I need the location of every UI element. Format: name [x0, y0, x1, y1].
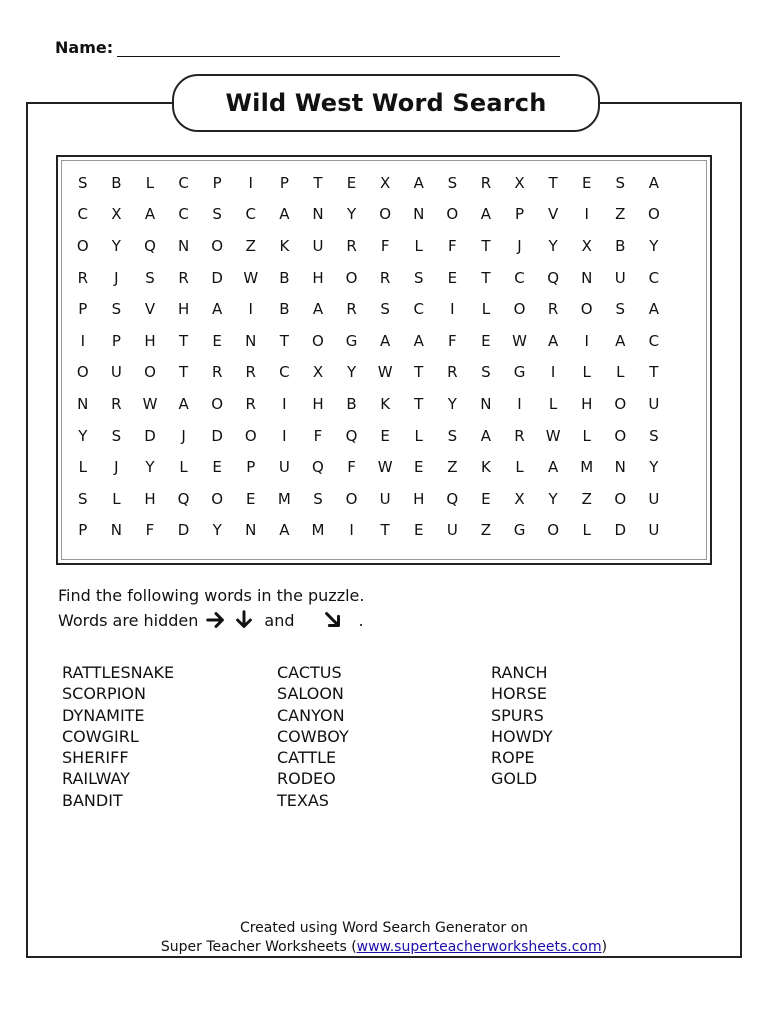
grid-cell: I — [248, 300, 253, 319]
grid-cell: E — [212, 458, 222, 477]
grid-cell: H — [312, 394, 324, 413]
grid-cell: F — [448, 236, 457, 255]
grid-cell: Z — [480, 521, 492, 540]
grid-cell: W — [377, 458, 393, 477]
grid-cell: Y — [212, 521, 222, 540]
grid-cell: O — [312, 331, 324, 350]
grid-cell: T — [414, 363, 424, 382]
grid-cell: I — [450, 300, 455, 319]
grid-cell: U — [614, 268, 626, 287]
grid-cell: T — [548, 173, 558, 192]
grid-cell: O — [345, 268, 358, 287]
grid-cell: E — [212, 331, 222, 350]
grid-cell: I — [584, 205, 589, 224]
word-list-column-2 — [277, 662, 349, 811]
grid-cell: H — [177, 300, 190, 319]
grid-cell: A — [380, 331, 391, 350]
grid-cell: K — [481, 458, 491, 477]
grid-cell: H — [144, 489, 156, 508]
grid-cell: Y — [548, 236, 558, 255]
grid-cell: L — [616, 363, 625, 382]
instructions-line-2 — [58, 608, 364, 632]
word-list-item: GOLD — [491, 769, 538, 789]
grid-cell: H — [312, 268, 324, 287]
grid-cell: V — [144, 300, 156, 319]
grid-cell: N — [480, 394, 492, 413]
grid-cell: H — [413, 489, 425, 508]
grid-cell: E — [581, 173, 592, 192]
name-label: Name: — [55, 38, 114, 57]
word-list-item: HOWDY — [491, 726, 553, 746]
grid-cell: S — [615, 173, 626, 192]
grid-cell: R — [346, 236, 357, 255]
grid-cell: C — [648, 268, 660, 287]
grid-cell: O — [446, 205, 459, 224]
grid-cell: Y — [111, 236, 121, 255]
grid-cell: A — [648, 173, 660, 192]
word-list-item: SCORPION — [62, 684, 146, 704]
grid-cell: E — [447, 268, 458, 287]
grid-cell: T — [380, 521, 390, 540]
grid-cell: Y — [78, 426, 88, 445]
grid-cell: R — [547, 300, 559, 319]
grid-cell: Z — [581, 489, 592, 508]
grid-cell: F — [145, 521, 155, 540]
grid-cell: J — [181, 426, 186, 445]
footer-suffix: ) — [601, 939, 608, 955]
grid-cell: B — [111, 173, 122, 192]
grid-cell: U — [379, 489, 391, 508]
grid-cell: R — [211, 363, 223, 382]
grid-cell: I — [248, 173, 253, 192]
grid-cell: I — [282, 394, 287, 413]
grid-cell: Q — [144, 236, 156, 255]
grid-cell: I — [282, 426, 287, 445]
grid-cell: S — [78, 173, 88, 192]
grid-cell: Y — [145, 458, 155, 477]
grid-cell: F — [313, 426, 323, 445]
arrow-down-icon — [232, 608, 256, 632]
grid-cell: E — [413, 521, 424, 540]
grid-cell: X — [514, 489, 525, 508]
grid-cell: T — [313, 173, 323, 192]
arrow-down-right-icon — [321, 608, 345, 632]
word-list-item: TEXAS — [277, 790, 329, 810]
grid-cell: R — [447, 363, 458, 382]
grid-cell: I — [550, 363, 556, 382]
grid-cell: J — [114, 268, 119, 287]
grid-cell: X — [380, 173, 391, 192]
grid-cell: A — [312, 300, 324, 319]
grid-cell: X — [111, 205, 122, 224]
grid-cell: B — [615, 236, 626, 255]
grid-cell: U — [648, 394, 660, 413]
grid-cell: A — [413, 173, 424, 192]
grid-cell: D — [614, 521, 627, 540]
grid-cell: R — [379, 268, 391, 287]
grid-cell: N — [245, 521, 257, 540]
grid-cell: O — [345, 489, 358, 508]
grid-cell: L — [481, 300, 491, 319]
grid-cell: P — [111, 331, 121, 350]
grid-cell: T — [178, 363, 189, 382]
grid-cell: C — [77, 205, 89, 224]
grid-cell: T — [414, 394, 424, 413]
grid-cell: W — [545, 426, 561, 445]
grid-cell: J — [114, 458, 119, 477]
name-field — [55, 38, 560, 57]
grid-cell: Z — [615, 205, 626, 224]
grid-cell: A — [279, 205, 290, 224]
grid-cell: W — [377, 363, 393, 382]
grid-cell: X — [312, 363, 324, 382]
title-banner — [172, 74, 600, 132]
arrow-right-icon — [204, 608, 228, 632]
grid-cell: I — [349, 521, 354, 540]
grid-cell: E — [481, 489, 491, 508]
grid-cell: C — [178, 173, 189, 192]
grid-cell: Y — [548, 489, 558, 508]
grid-cell: D — [144, 426, 156, 445]
grid-cell: O — [614, 489, 627, 508]
grid-cell: B — [279, 268, 290, 287]
grid-cell: L — [145, 173, 155, 192]
grid-cell: D — [211, 268, 223, 287]
grid-cell: T — [279, 331, 289, 350]
grid-cell: S — [145, 268, 155, 287]
word-list-item: COWBOY — [277, 726, 349, 746]
grid-cell: P — [212, 173, 222, 192]
grid-cell: S — [447, 426, 458, 445]
grid-cell: B — [346, 394, 357, 413]
word-list-item: CACTUS — [277, 663, 342, 682]
grid-cell: S — [212, 205, 222, 224]
grid-cell: O — [211, 394, 224, 413]
page-title: Wild West Word Search — [225, 89, 547, 117]
instructions-line-1: Find the following words in the puzzle. — [58, 586, 365, 605]
grid-cell: D — [177, 521, 190, 540]
grid-cell: S — [447, 173, 458, 192]
grid-cell: O — [76, 236, 89, 255]
grid-cell: L — [582, 521, 591, 540]
grid-cell: E — [481, 331, 491, 350]
grid-cell: I — [80, 331, 86, 350]
grid-cell: P — [279, 173, 289, 192]
grid-cell: N — [245, 331, 257, 350]
grid-cell: S — [313, 489, 323, 508]
grid-cell: S — [649, 426, 659, 445]
grid-cell: Y — [346, 205, 357, 224]
grid-cell: T — [481, 236, 491, 255]
grid-cell: Q — [547, 268, 560, 287]
grid-cell: W — [243, 268, 259, 287]
letter-grid — [76, 167, 688, 546]
grid-cell: P — [514, 205, 525, 224]
grid-cell: O — [513, 300, 526, 319]
word-list-item: RANCH — [491, 663, 548, 682]
grid-cell: R — [111, 394, 122, 413]
grid-cell: C — [514, 268, 525, 287]
grid-cell: G — [513, 363, 526, 382]
grid-cell: L — [515, 458, 524, 477]
grid-cell: M — [311, 521, 325, 540]
grid-cell: F — [347, 458, 356, 477]
grid-cell: Q — [345, 426, 358, 445]
grid-cell: L — [582, 426, 591, 445]
grid-cell: A — [480, 205, 492, 224]
grid-cell: Q — [177, 489, 190, 508]
grid-cell: Z — [447, 458, 458, 477]
grid-cell: C — [413, 300, 424, 319]
grid-cell: R — [245, 394, 256, 413]
grid-cell: A — [413, 331, 424, 350]
word-list-item: CATTLE — [277, 748, 337, 768]
grid-cell: O — [647, 205, 660, 224]
grid-cell: O — [144, 363, 156, 382]
grid-cell: J — [517, 236, 522, 255]
grid-cell: O — [211, 489, 224, 508]
grid-cell: U — [110, 363, 122, 382]
grid-cell: L — [548, 394, 558, 413]
grid-cell: Y — [447, 394, 457, 413]
grid-cell: M — [580, 458, 594, 477]
grid-cell: K — [279, 236, 290, 255]
grid-cell: I — [517, 394, 522, 413]
footer-line-1: Created using Word Search Generator on — [239, 920, 529, 936]
grid-cell: T — [649, 363, 659, 382]
grid-cell: R — [480, 173, 492, 192]
grid-cell: A — [615, 331, 626, 350]
grid-cell: E — [246, 489, 256, 508]
grid-cell: Y — [649, 236, 659, 255]
grid-cell: A — [144, 205, 156, 224]
instructions-prefix: Words are hidden — [58, 610, 199, 630]
grid-cell: L — [582, 363, 591, 382]
word-list-item: DYNAMITE — [62, 705, 145, 725]
word-list-column-1 — [62, 662, 174, 811]
footer-prefix: Super Teacher Worksheets ( — [160, 939, 357, 955]
grid-cell: A — [279, 521, 290, 540]
grid-cell: Q — [446, 489, 459, 508]
word-list-item: RAILWAY — [62, 769, 130, 789]
grid-cell: A — [547, 458, 559, 477]
grid-cell: N — [177, 236, 190, 255]
instructions-period: . — [358, 610, 364, 630]
grid-cell: G — [345, 331, 358, 350]
grid-cell: M — [277, 489, 291, 508]
grid-cell: H — [581, 394, 593, 413]
grid-cell: L — [414, 236, 423, 255]
grid-cell: U — [278, 458, 290, 477]
word-list-item: BANDIT — [62, 790, 123, 810]
grid-cell: E — [380, 426, 390, 445]
word-list-item: HORSE — [491, 684, 548, 704]
grid-cell: R — [346, 300, 357, 319]
grid-cell: S — [615, 300, 626, 319]
grid-cell: X — [581, 236, 592, 255]
name-blank-line[interactable] — [117, 42, 560, 57]
grid-cell: S — [111, 426, 122, 445]
grid-cell: O — [614, 426, 627, 445]
grid-cell: L — [179, 458, 188, 477]
grid-cell: N — [312, 205, 324, 224]
grid-cell: N — [77, 394, 89, 413]
word-list-item: SALOON — [277, 684, 344, 704]
grid-cell: C — [178, 205, 189, 224]
grid-cell: L — [112, 489, 121, 508]
grid-cell: A — [178, 394, 189, 413]
grid-cell: U — [446, 521, 458, 540]
grid-cell: P — [78, 521, 88, 540]
grid-cell: H — [144, 331, 156, 350]
grid-cell: U — [648, 521, 660, 540]
grid-cell: O — [580, 300, 593, 319]
word-list-column-3 — [491, 662, 553, 790]
grid-cell: F — [380, 236, 390, 255]
grid-cell: X — [514, 173, 525, 192]
grid-cell: Q — [312, 458, 324, 477]
grid-cell: R — [77, 268, 89, 287]
footer-website-link[interactable]: www.superteacherworksheets.com — [356, 939, 602, 955]
word-list-item: SHERIFF — [62, 748, 129, 768]
grid-cell: P — [78, 300, 88, 319]
grid-cell: S — [481, 363, 491, 382]
grid-cell: T — [178, 331, 189, 350]
grid-cell: T — [481, 268, 491, 287]
grid-cell: O — [76, 363, 89, 382]
grid-cell: W — [512, 331, 527, 350]
grid-cell: N — [110, 521, 122, 540]
grid-cell: L — [78, 458, 87, 477]
grid-cell: E — [413, 458, 424, 477]
grid-cell: A — [480, 426, 492, 445]
grid-cell: G — [513, 521, 526, 540]
word-list-item: COWGIRL — [62, 726, 139, 746]
grid-cell: A — [212, 300, 223, 319]
grid-cell: O — [379, 205, 392, 224]
grid-cell: C — [279, 363, 290, 382]
grid-cell: O — [614, 394, 627, 413]
grid-cell: O — [211, 236, 224, 255]
grid-cell: P — [246, 458, 256, 477]
grid-cell: Z — [245, 236, 256, 255]
grid-cell: N — [581, 268, 593, 287]
grid-cell: O — [547, 521, 560, 540]
instructions-and: and — [264, 610, 295, 630]
grid-cell: E — [346, 173, 357, 192]
grid-cell: C — [648, 331, 660, 350]
grid-cell: S — [413, 268, 424, 287]
word-list-item: RODEO — [277, 769, 336, 789]
grid-cell: K — [380, 394, 391, 413]
grid-cell: I — [584, 331, 589, 350]
grid-cell: W — [142, 394, 158, 413]
grid-cell: A — [547, 331, 559, 350]
grid-cell: B — [279, 300, 290, 319]
footer-line-2 — [0, 939, 768, 955]
grid-cell: A — [648, 300, 660, 319]
grid-cell: V — [547, 205, 559, 224]
grid-cell: U — [648, 489, 660, 508]
word-list-item: ROPE — [491, 748, 535, 768]
word-list-item: RATTLESNAKE — [62, 663, 175, 682]
grid-cell: N — [413, 205, 425, 224]
grid-cell: R — [514, 426, 525, 445]
grid-cell: N — [614, 458, 626, 477]
grid-cell: S — [111, 300, 122, 319]
grid-cell: C — [245, 205, 256, 224]
grid-cell: S — [380, 300, 390, 319]
grid-cell: L — [414, 426, 423, 445]
word-list-item: CANYON — [277, 705, 345, 725]
grid-cell: O — [244, 426, 257, 445]
grid-cell: Y — [346, 363, 357, 382]
grid-cell: Y — [649, 458, 659, 477]
grid-cell: S — [78, 489, 88, 508]
grid-cell: U — [312, 236, 324, 255]
grid-cell: F — [448, 331, 457, 350]
grid-cell: R — [245, 363, 256, 382]
word-list-item: SPURS — [491, 705, 544, 725]
grid-cell: D — [211, 426, 223, 445]
grid-cell: R — [178, 268, 189, 287]
